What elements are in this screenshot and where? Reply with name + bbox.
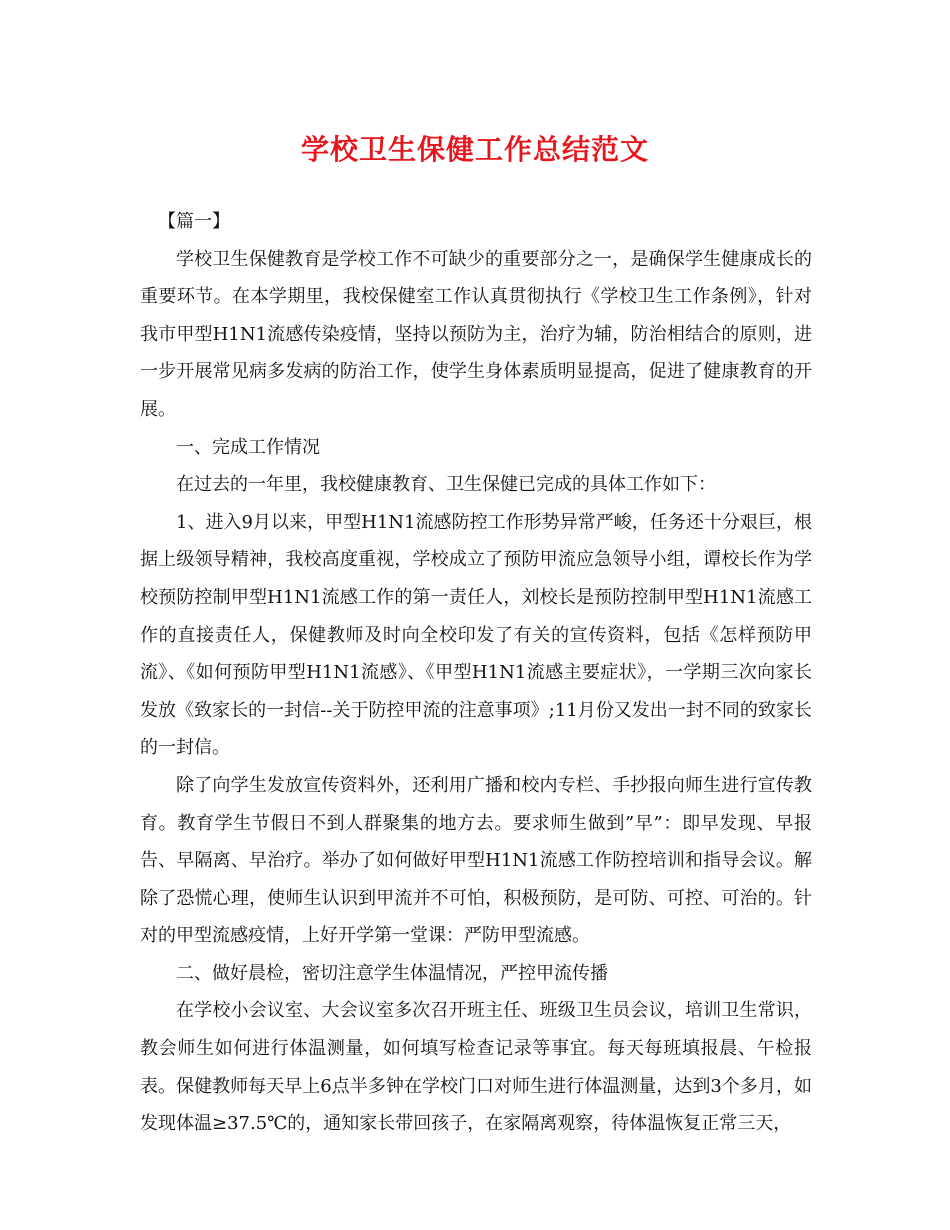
document-body: [140, 203, 812, 1143]
heading-completed-work: 一、完成工作情况: [176, 436, 320, 458]
section-tag: 【篇一】: [158, 211, 230, 232]
paragraph-summary: 在过去的一年里，我校健康教育、卫生保健已完成的具体工作如下：: [176, 474, 716, 496]
heading-morning-check: 二、做好晨检，密切注意学生体温情况，严控甲流传播: [176, 962, 608, 984]
paragraph-temperature: 在学校小会议室、大会议室多次召开班主任、班级卫生员会议，培训卫生常识，教会师生如何进行体温测量，如何填写检查记录等事宜。每天每班填报晨、午检报表。保健教师每天早上6点半多钟在学校门口对师生进行体温测量，达到3个多月，如发现体温≥37.5℃的，通知家长带回孩子，在家隔离观察，待体温恢复正常三天，: [140, 1000, 812, 1135]
paragraph-intro: 学校卫生保健教育是学校工作不可缺少的重要部分之一，是确保学生健康成长的重要环节。在本学期里，我校保健室工作认真贯彻执行《学校卫生工作条例》，针对我市甲型H1N1流感传染疫情，坚持以预防为主，治疗为辅，防治相结合的原则，进一步开展常见病多发病的防治工作，使学生身体素质明显提高，促进了健康教育的开展。: [140, 248, 812, 420]
document-title: 学校卫生保健工作总结范文: [300, 133, 649, 166]
paragraph-item-1: 1、进入9月以来，甲型H1N1流感防控工作形势异常严峻，任务还十分艰巨，根据上级领导精神，我校高度重视，学校成立了预防甲流应急领导小组，谭校长作为学校预防控制甲型H1N1流感工作的第一责任人，刘校长是预防控制甲型H1N1流感工作的直接责任人，保健教师及时向全校印发了有关的宣传资料，包括《怎样预防甲流》、《如何预防甲型H1N1流感》、《甲型H1N1流感主要症状》，一学期三次向家长发放《致家长的一封信--关于防控甲流的注意事项》;11月份又发出一封不同的致家长的一封信。: [140, 511, 812, 759]
paragraph-publicity: 除了向学生发放宣传资料外，还利用广播和校内专栏、手抄报向师生进行宣传教育。教育学生节假日不到人群聚集的地方去。要求师生做到”早”：即早发现、早报告、早隔离、早治疗。举办了如何做好甲型H1N1流感工作防控培训和指导会议。解除了恐慌心理，使师生认识到甲流并不可怕，积极预防，是可防、可控、可治的。针对的甲型流感疫情，上好开学第一堂课：严防甲型流感。: [140, 774, 812, 947]
